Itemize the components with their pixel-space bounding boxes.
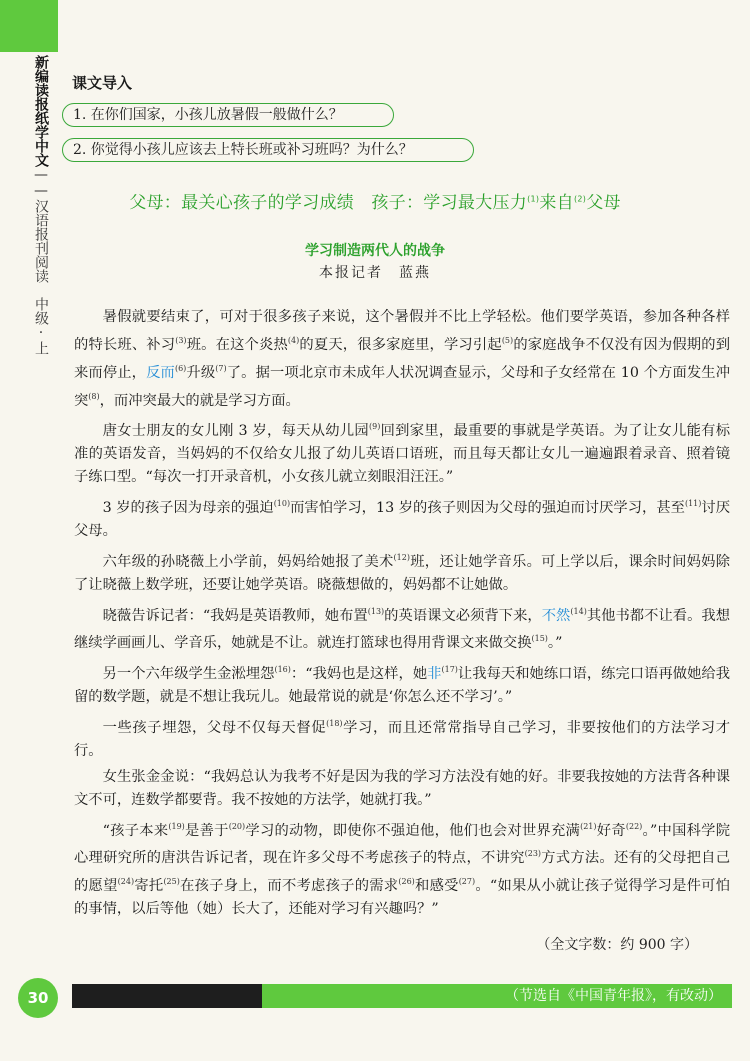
note-ref: (16) xyxy=(274,665,291,675)
paragraph-1 xyxy=(74,306,730,412)
paragraph-2 xyxy=(74,415,730,489)
note-ref: (11) xyxy=(684,499,702,509)
intro-question-2: 2. 你觉得小孩儿应该去上特长班或补习班吗？为什么？ xyxy=(62,138,474,162)
text: 其他书都不让看。我想继续学画画儿、学音乐，她就是不让。就连打篮球也得用背课文来做交换 xyxy=(74,607,731,652)
paragraph-4 xyxy=(74,546,730,597)
note-ref: (5) xyxy=(501,336,514,345)
note-ref: (15) xyxy=(531,634,548,644)
text: 是善于 xyxy=(184,822,229,839)
text: 班，还让她学音乐。可上学以后，课余时间妈妈除了让晓薇上数学班，还要让她学英语。晓薇想做的，妈妈都不让她做。 xyxy=(74,553,731,593)
note-ref: (6) xyxy=(174,363,187,373)
note-ref: (9) xyxy=(369,422,381,432)
note-ref: (17) xyxy=(441,665,458,675)
article-title: 学习制造两代人的战争 xyxy=(305,243,445,259)
text: 回到家里，最重要的事就是学英语。为了让女儿能有标准的英语发音，当妈妈的不仅给女儿报了幼儿英语口语班，而且每天都让女儿一遍遍跟着录音、照着镜子练口型。“每次一打开录音机，小女孩儿就立刻眼泪汪汪。” xyxy=(74,423,730,486)
highlighted-word: 非 xyxy=(427,665,442,682)
article-body xyxy=(74,306,730,924)
footer-source: （节选自《中国青年报》，有改动） xyxy=(262,984,732,1008)
note-ref: (23) xyxy=(524,849,542,859)
text: 班。在这个炎热 xyxy=(186,336,288,353)
text: 而害怕学习，13 岁的孩子则因为父母的强迫而讨厌学习，甚至 xyxy=(290,499,685,516)
note-ref: (1) xyxy=(527,194,540,204)
text: 。“如果从小就让孩子觉得学习是件可怕的事情，以后等他（她）长大了，还能对学习有兴趣吗？” xyxy=(74,877,731,917)
text: 让我每天和她练口语，练完口语再做她给我留的数学题，就是不想让我玩儿。她最常说的就是‘你怎么还不学习’。” xyxy=(74,665,731,705)
intro-title: 课文导入 xyxy=(72,74,133,92)
note-ref: (18) xyxy=(326,718,343,728)
headline-part2: 来自 xyxy=(539,193,574,213)
intro-question-1: 1. 在你们国家，小孩儿放暑假一般做什么？ xyxy=(62,103,394,127)
note-ref: (13) xyxy=(367,606,385,616)
text: 方式方法。还有的父母把自己的愿望 xyxy=(74,850,730,894)
paragraph-8 xyxy=(74,766,730,812)
byline: 本报记者 蓝燕 xyxy=(319,265,431,281)
text: ，而冲突最大的就是学习方面。 xyxy=(99,392,300,409)
text: 一些孩子埋怨，父母不仅每天督促 xyxy=(102,719,327,736)
text: 六年级的孙晓薇上小学前，妈妈给她报了美术 xyxy=(102,553,394,570)
page-number: 30 xyxy=(18,978,58,1018)
highlighted-word: 反而 xyxy=(146,364,175,381)
note-ref: (8) xyxy=(88,391,100,401)
note-ref: (3) xyxy=(175,336,187,345)
text: 女生张金金说：“我妈总认为我考不好是因为我的学习方法没有她的好。非要我按她的方法背各种课文不可，连数学都要背。我不按她的方法学，她就打我。” xyxy=(74,768,730,808)
text: 3 岁的孩子因为母亲的强迫 xyxy=(102,499,274,516)
text: 另一个六年级学生金淞埋怨 xyxy=(102,665,275,682)
text: 了。据一项北京市未成年人状况调查显示，父母和子女经常在 10 个方面发生冲突 xyxy=(74,364,731,409)
text: 寄托 xyxy=(134,877,164,894)
text: “孩子本来 xyxy=(102,822,169,839)
book-level: 中级·上 xyxy=(33,297,49,355)
text: 的家庭战争不仅没有因为假期的到来而停止， xyxy=(74,336,731,381)
note-ref: (24) xyxy=(117,877,135,887)
text: 好奇 xyxy=(596,822,626,839)
note-ref: (27) xyxy=(458,877,476,887)
text: 学习的动物，即使你不强迫他，他们也会对世界充满 xyxy=(245,822,581,839)
corner-tab xyxy=(0,0,58,52)
note-ref: (21) xyxy=(580,821,597,831)
paragraph-3 xyxy=(74,492,730,543)
headline-part1: 父母：最关心孩子的学习成绩 孩子：学习最大压力 xyxy=(129,193,528,213)
headline-part3: 父母 xyxy=(586,193,621,213)
text: ：“我妈也是这样，她 xyxy=(290,665,428,682)
note-ref: (22) xyxy=(625,821,643,831)
text: 讨厌父母。 xyxy=(74,499,731,539)
text: 唐女士朋友的女儿刚 3 岁，每天从幼儿园 xyxy=(102,423,369,440)
text: 学习，而且还常常指导自己学习，非要按他们的方法学习才行。 xyxy=(74,719,730,759)
note-ref: (4) xyxy=(287,336,300,345)
note-ref: (19) xyxy=(168,821,185,831)
text: 升级 xyxy=(186,364,216,381)
note-ref: (25) xyxy=(163,877,180,887)
paragraph-9 xyxy=(74,815,730,921)
text: 的英语课文必须背下来， xyxy=(384,607,542,624)
text: 在孩子身上，而不考虑孩子的需求 xyxy=(179,877,399,894)
text: 。” xyxy=(547,635,563,652)
text: 和感受 xyxy=(414,877,459,894)
paragraph-7 xyxy=(74,712,730,763)
footer-bar-dark xyxy=(72,984,262,1008)
note-ref: (10) xyxy=(273,499,291,509)
text: 晓薇告诉记者：“我妈是英语教师，她布置 xyxy=(102,607,368,624)
note-ref: (26) xyxy=(398,877,415,887)
book-title: ——汉语报刊阅读 xyxy=(33,167,49,283)
note-ref: (12) xyxy=(393,552,410,562)
headline xyxy=(0,188,750,213)
note-ref: (20) xyxy=(228,821,246,831)
note-ref: (2) xyxy=(573,194,587,204)
paragraph-6 xyxy=(74,658,730,709)
note-ref: (14) xyxy=(570,606,587,616)
highlighted-word: 不然 xyxy=(541,607,571,624)
paragraph-5 xyxy=(74,600,730,656)
text: 。”中国科学院心理研究所的唐洪告诉记者，现在许多父母不考虑孩子的特点，不讲究 xyxy=(74,822,731,867)
note-ref: (7) xyxy=(215,363,227,373)
word-count: （全文字数：约 900 字） xyxy=(536,937,698,953)
book-series: 新编读报纸学中文 xyxy=(33,55,49,167)
text: 的夏天，很多家庭里，学习引起 xyxy=(299,336,502,353)
text: 暑假就要结束了，可对于很多孩子来说，这个暑假并不比上学轻松。他们要学英语，参加各种各样的特长班、补习 xyxy=(74,309,730,353)
